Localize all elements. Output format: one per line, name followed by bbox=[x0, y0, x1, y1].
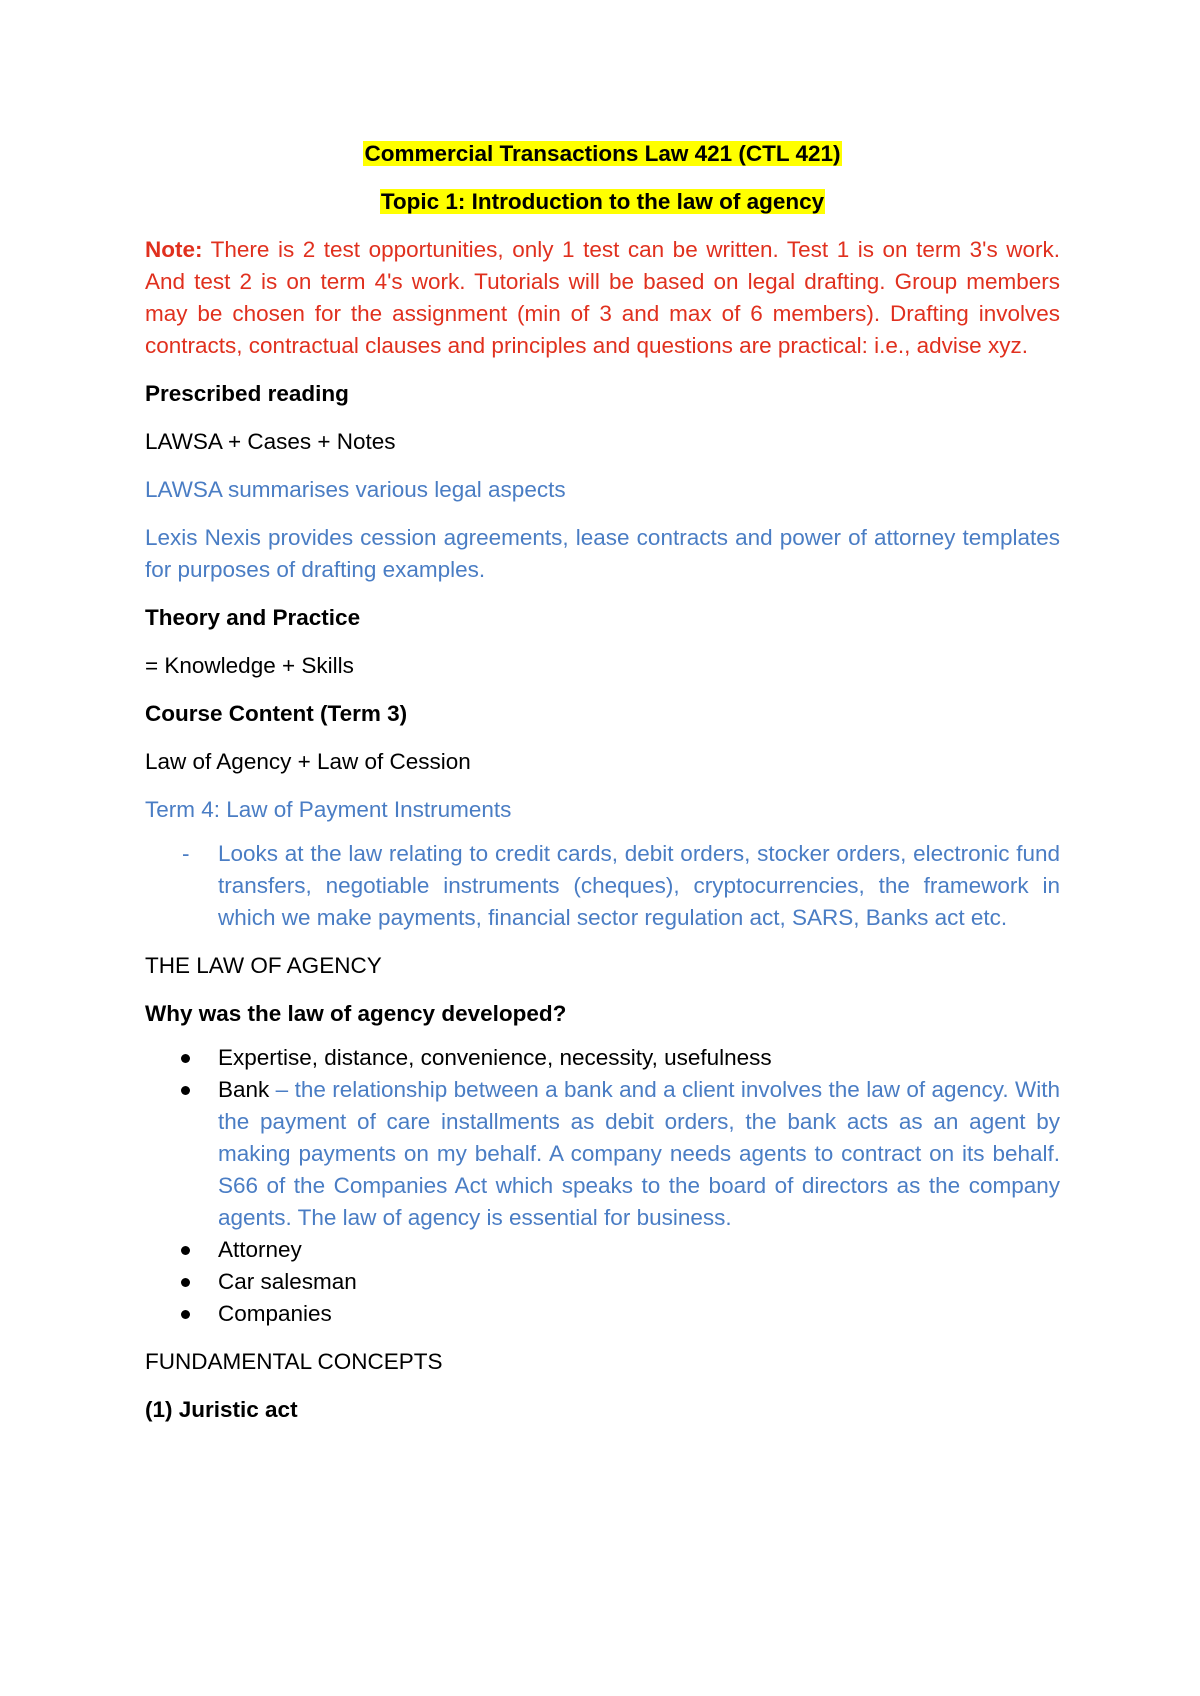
list-item: - Looks at the law relating to credit cards, debit orders, stocker orders, electronic fund transfers, negotiable instruments (cheques), cryptocurrencies, the framework in which we make payments, financial sector regulation act, SARS, Banks act etc. bbox=[145, 838, 1060, 934]
lexis-nexis-note: Lexis Nexis provides cession agreements, lease contracts and power of attorney templates for purposes of drafting examples. bbox=[145, 525, 1060, 582]
course-content-line: Law of Agency + Law of Cession bbox=[145, 749, 471, 774]
term4-list bbox=[145, 838, 1060, 934]
theory-practice-line: = Knowledge + Skills bbox=[145, 653, 354, 678]
list-item: Bank – the relationship between a bank and a client involves the law of agency. With the payment of care installments as debit orders, the bank acts as an agent by making payments on my behalf. A company needs agents to contract on its behalf. S66 of the Companies Act which speaks to the board of directors as the company agents. The law of agency is essential for business. bbox=[145, 1074, 1060, 1234]
juristic-act-heading: (1) Juristic act bbox=[145, 1397, 298, 1422]
prescribed-reading-heading: Prescribed reading bbox=[145, 381, 349, 406]
bullet-icon bbox=[181, 1086, 190, 1095]
note-text: There is 2 test opportunities, only 1 test can be written. Test 1 is on term 3's work. And test 2 is on term 4's work. Tutorials will be based on legal drafting. Group members may be chosen for the assignment (min of 3 and max of 6 members). Drafting involves contracts, contractual clauses and principles and questions are practical: i.e., advise xyz. bbox=[145, 237, 1060, 358]
bullet-icon bbox=[181, 1246, 190, 1255]
lawsa-note: LAWSA summarises various legal aspects bbox=[145, 477, 566, 502]
prescribed-reading-line: LAWSA + Cases + Notes bbox=[145, 429, 396, 454]
term4-heading: Term 4: Law of Payment Instruments bbox=[145, 797, 512, 822]
agency-reasons-list bbox=[145, 1042, 1060, 1330]
list-item: Attorney bbox=[145, 1234, 1060, 1266]
list-item: Expertise, distance, convenience, necessity, usefulness bbox=[145, 1042, 1060, 1074]
topic-title: Topic 1: Introduction to the law of agency bbox=[380, 189, 825, 214]
document-title: Commercial Transactions Law 421 (CTL 421) bbox=[364, 141, 841, 166]
bullet-icon bbox=[181, 1278, 190, 1287]
list-item: Companies bbox=[145, 1298, 1060, 1330]
fundamental-concepts-heading: FUNDAMENTAL CONCEPTS bbox=[145, 1349, 443, 1374]
bullet-icon bbox=[181, 1054, 190, 1063]
note-label: Note: bbox=[145, 237, 203, 262]
list-item: Car salesman bbox=[145, 1266, 1060, 1298]
course-content-heading: Course Content (Term 3) bbox=[145, 701, 408, 726]
theory-practice-heading: Theory and Practice bbox=[145, 605, 361, 630]
note-paragraph bbox=[145, 234, 1060, 362]
dash-marker: - bbox=[182, 841, 190, 866]
why-developed-heading: Why was the law of agency developed? bbox=[145, 1001, 567, 1026]
law-of-agency-heading: THE LAW OF AGENCY bbox=[145, 953, 382, 978]
bullet-icon bbox=[181, 1310, 190, 1319]
